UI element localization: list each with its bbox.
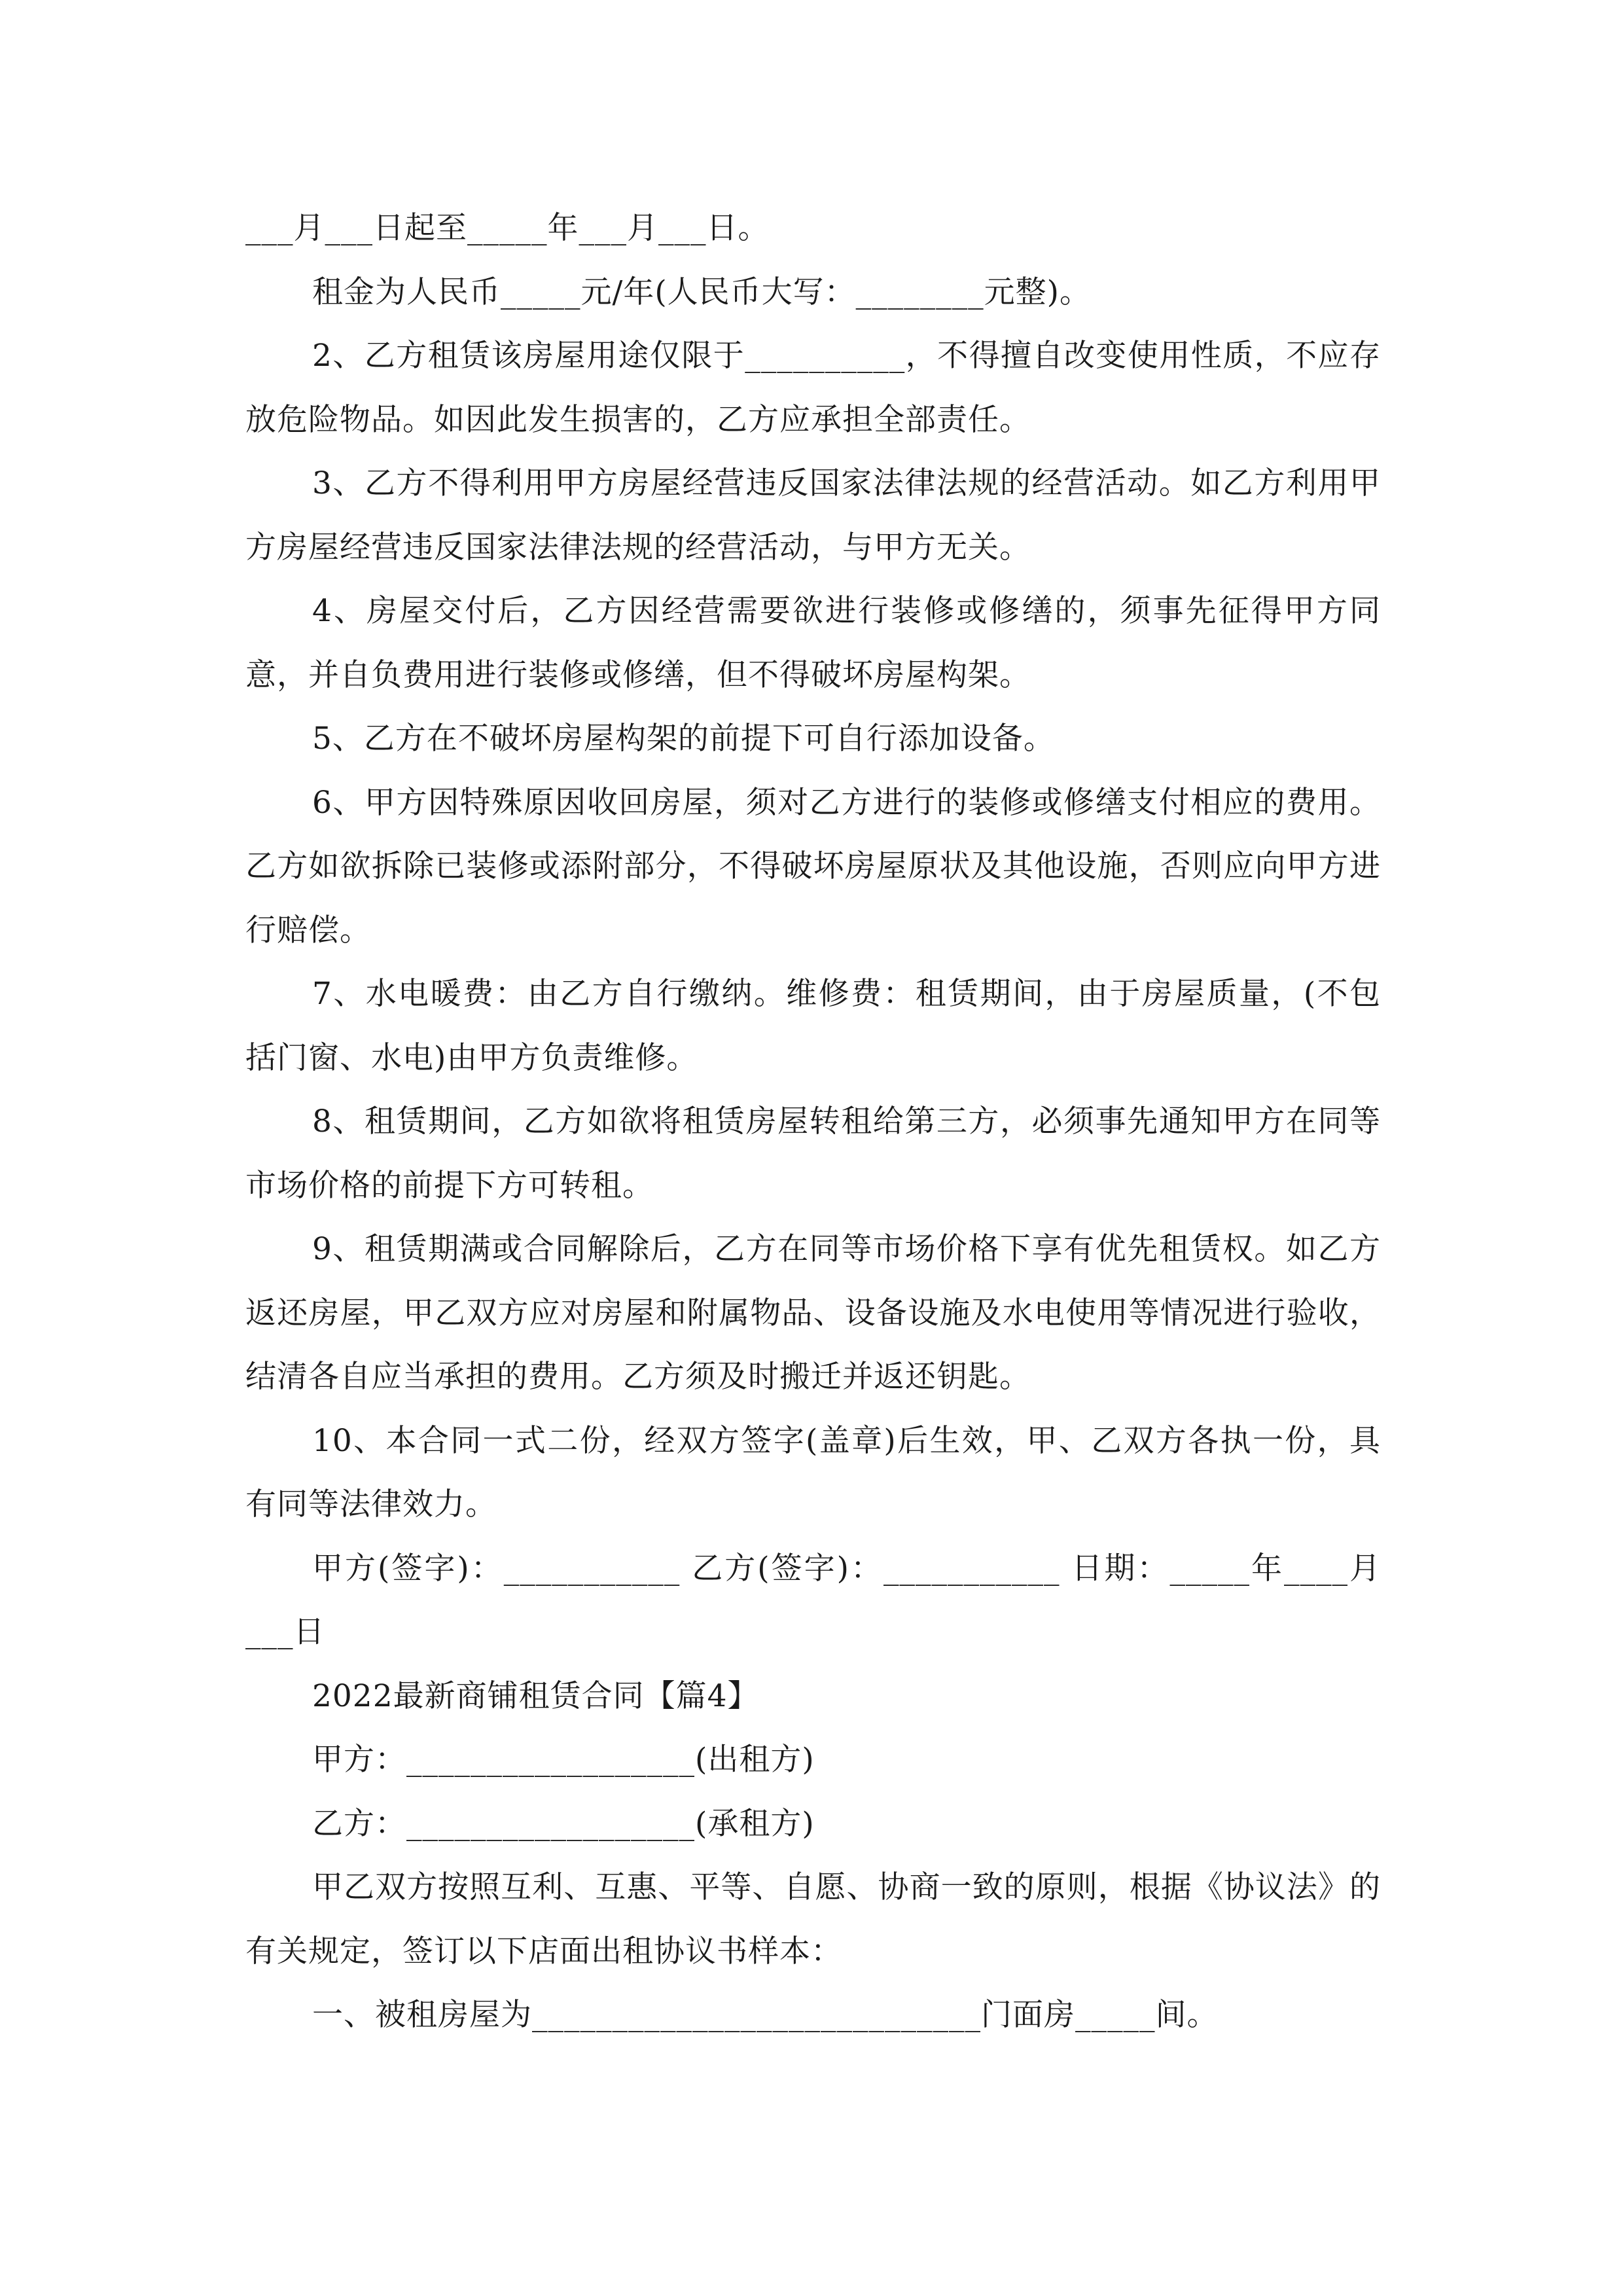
clause-2-paragraph: 2、乙方租赁该房屋用途仅限于__________，不得擅自改变使用性质，不应存放危险物品。如因此发生损害的，乙方应承担全部责任。 [245, 338, 1381, 438]
article-1-paragraph: 一、被租房屋为____________________________门面房_____间。 [312, 1997, 1219, 2033]
signature-line: 甲方(签字)：___________ 乙方(签字)：___________ 日期：_____年____月___日 [245, 1550, 1381, 1650]
rent-amount-paragraph: 租金为人民币_____元/年(人民币大写：________元整)。 [312, 274, 1092, 310]
clause-3-paragraph: 3、乙方不得利用甲方房屋经营违反国家法律法规的经营活动。如乙方利用甲方房屋经营违反国家法律法规的经营活动，与甲方无关。 [245, 465, 1381, 565]
clause-6-paragraph: 6、甲方因特殊原因收回房屋，须对乙方进行的装修或修缮支付相应的费用。乙方如欲拆除已装修或添附部分，不得破坏房屋原状及其他设施，否则应向甲方进行赔偿。 [245, 784, 1381, 948]
document-body [245, 196, 1381, 2047]
clause-7-paragraph: 7、水电暖费：由乙方自行缴纳。维修费：租赁期间，由于房屋质量，(不包括门窗、水电)由甲方负责维修。 [245, 976, 1381, 1076]
party-b-line: 乙方：__________________(承租方) [312, 1805, 815, 1842]
clause-10-paragraph: 10、本合同一式二份，经双方签字(盖章)后生效，甲、乙双方各执一份，具有同等法律效力。 [245, 1422, 1381, 1522]
section-title: 2022最新商铺租赁合同【篇4】 [312, 1677, 759, 1714]
preamble-paragraph: 甲乙双方按照互利、互惠、平等、自愿、协商一致的原则，根据《协议法》的有关规定，签订以下店面出租协议书样本： [245, 1869, 1381, 1969]
clause-8-paragraph: 8、租赁期间，乙方如欲将租赁房屋转租给第三方，必须事先通知甲方在同等市场价格的前提下方可转租。 [245, 1103, 1381, 1204]
party-a-line: 甲方：__________________(出租方) [312, 1742, 815, 1778]
date-range-line: ___月___日起至_____年___月___日。 [245, 210, 770, 246]
clause-5-paragraph: 5、乙方在不破坏房屋构架的前提下可自行添加设备。 [312, 721, 1055, 757]
clause-9-paragraph: 9、租赁期满或合同解除后，乙方在同等市场价格下享有优先租赁权。如乙方返还房屋，甲乙双方应对房屋和附属物品、设备设施及水电使用等情况进行验收，结清各自应当承担的费用。乙方须及时搬迁并返还钥匙。 [245, 1231, 1381, 1395]
clause-4-paragraph: 4、房屋交付后，乙方因经营需要欲进行装修或修缮的，须事先征得甲方同意，并自负费用进行装修或修缮，但不得破坏房屋构架。 [245, 593, 1381, 693]
